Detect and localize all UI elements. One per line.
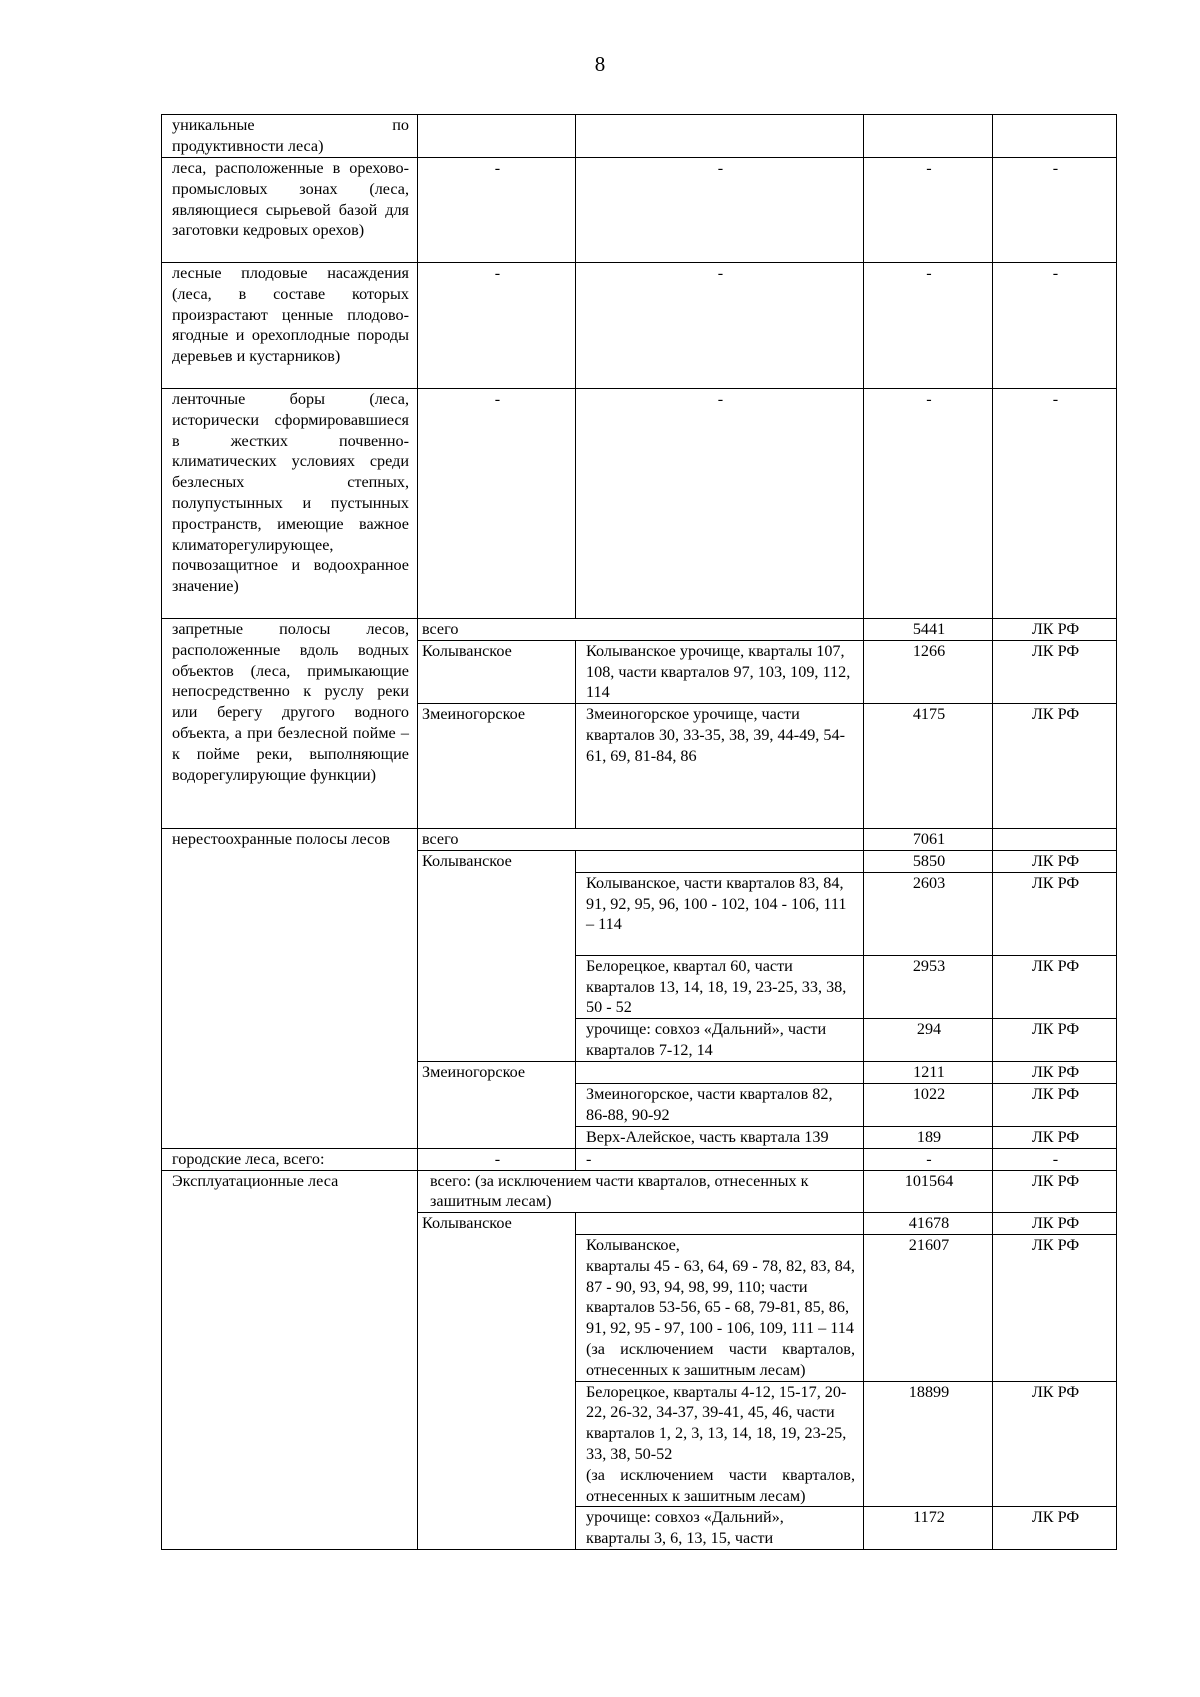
table-row <box>162 619 1117 641</box>
basis-cell: ЛК РФ <box>993 1019 1117 1062</box>
basis-cell: ЛК РФ <box>993 704 1117 829</box>
table-row <box>162 1148 1117 1170</box>
forestry-cell: Колыванское <box>418 640 576 703</box>
area-cell: 101564 <box>864 1170 993 1213</box>
dash-cell: - <box>864 389 993 619</box>
tract-cell: Белорецкое, кварталы 4-12, 15-17, 20-22, 26-32, 34-37, 39-41, 45, 46, части кварталов 1, 2, 3, 13, 14, 18, 19, 23-25, 33, 38, 50-52 (за исключением части кварталов, отнесенных к зашитным лесам) <box>576 1381 864 1507</box>
area-cell: 1022 <box>864 1083 993 1126</box>
dash-cell: - <box>993 1148 1117 1170</box>
basis-cell: ЛК РФ <box>993 872 1117 955</box>
protective-forests-table <box>161 114 1117 1550</box>
tract-cell: урочище: совхоз «Дальний», части кварталов 7-12, 14 <box>576 1019 864 1062</box>
forestry-cell: Колыванское <box>418 850 576 1061</box>
basis-cell: ЛК РФ <box>993 1381 1117 1507</box>
forestry-cell: Колыванское <box>418 1213 576 1550</box>
area-cell: 21607 <box>864 1234 993 1381</box>
dash-cell: - <box>418 263 576 389</box>
basis-cell: ЛК РФ <box>993 955 1117 1018</box>
table-row <box>162 115 1117 158</box>
dash-cell: - <box>993 158 1117 263</box>
area-cell: 294 <box>864 1019 993 1062</box>
tract-cell: Змеиногорское урочище, части кварталов 30, 33-35, 38, 39, 44-49, 54-61, 69, 81-84, 86 <box>576 704 864 829</box>
basis-cell: ЛК РФ <box>993 640 1117 703</box>
tract-cell: Белорецкое, квартал 60, части кварталов 13, 14, 18, 19, 23-25, 33, 38, 50 - 52 <box>576 955 864 1018</box>
table-row <box>162 389 1117 619</box>
tract-cell: Змеиногорское, части кварталов 82, 86-88, 90-92 <box>576 1083 864 1126</box>
area-cell: 1211 <box>864 1062 993 1084</box>
forest-category-cell: ленточные боры (леса, исторически сформировавшиеся в жестких почвенно-климатических условиях среди безлесных степных, полупустынных и пустынных пространств, имеющие важное климаторегулирующее, почвозащитное и водоохранное значение) <box>162 389 418 619</box>
area-cell: 189 <box>864 1126 993 1148</box>
area-cell: 2603 <box>864 872 993 955</box>
table-row <box>162 158 1117 263</box>
forest-category-cell: запретные полосы лесов, расположенные вдоль водных объектов (леса, примыкающие непосредственно к руслу реки или берегу другого водного объекта, а при безлесной пойме – к пойме реки, выполняющие водорегулирующие функции) <box>162 619 418 829</box>
total-label: всего <box>418 829 864 851</box>
tract-cell: Верх-Алейское, часть квартала 139 <box>576 1126 864 1148</box>
dash-cell: - <box>993 263 1117 389</box>
tract-cell: Колыванское, части кварталов 83, 84, 91, 92, 95, 96, 100 - 102, 104 - 106, 111 – 114 <box>576 872 864 955</box>
area-cell: 5850 <box>864 850 993 872</box>
basis-cell: ЛК РФ <box>993 619 1117 641</box>
tract-cell: Колыванское, кварталы 45 - 63, 64, 69 - 78, 82, 83, 84, 87 - 90, 93, 94, 98, 99, 110; части кварталов 53-56, 65 - 68, 79-81, 85, 86, 91, 92, 95 - 97, 100 - 106, 109, 111 – 114 (за исключением части кварталов, отнесенных к зашитным лесам) <box>576 1234 864 1381</box>
area-cell: 1266 <box>864 640 993 703</box>
dash-cell: - <box>864 263 993 389</box>
total-label: всего: (за исключением части кварталов, отнесенных к зашитным лесам) <box>418 1170 864 1213</box>
dash-cell: - <box>576 389 864 619</box>
page-number: 8 <box>594 52 606 76</box>
forest-category-cell: нерестоохранные полосы лесов <box>162 829 418 1149</box>
dash-cell: - <box>864 158 993 263</box>
dash-cell: - <box>576 263 864 389</box>
dash-cell: - <box>418 389 576 619</box>
dash-cell: - <box>864 1148 993 1170</box>
dash-cell: - <box>418 1148 576 1170</box>
table-row <box>162 263 1117 389</box>
basis-cell: ЛК РФ <box>993 1062 1117 1084</box>
table-row <box>162 1170 1117 1213</box>
forest-category-cell: уникальные по продуктивности леса) <box>162 115 418 158</box>
total-label: всего <box>418 619 864 641</box>
dash-cell: - <box>418 158 576 263</box>
basis-cell: ЛК РФ <box>993 1213 1117 1235</box>
dash-cell: - <box>993 389 1117 619</box>
basis-cell: ЛК РФ <box>993 1126 1117 1148</box>
table-row <box>162 829 1117 851</box>
area-cell: 7061 <box>864 829 993 851</box>
area-cell: 18899 <box>864 1381 993 1507</box>
area-cell: 5441 <box>864 619 993 641</box>
forest-category-cell: лесные плодовые насаждения (леса, в составе которых произрастают ценные плодово-ягодные и орехоплодные породы деревьев и кустарников) <box>162 263 418 389</box>
dash-cell: - <box>576 1148 864 1170</box>
forest-category-cell: городские леса, всего: <box>162 1148 418 1170</box>
forest-category-cell: леса, расположенные в орехово-промысловых зонах (леса, являющиеся сырьевой базой для заготовки кедровых орехов) <box>162 158 418 263</box>
area-cell: 2953 <box>864 955 993 1018</box>
basis-cell: ЛК РФ <box>993 1234 1117 1381</box>
dash-cell: - <box>576 158 864 263</box>
tract-cell: Колыванское урочище, кварталы 107, 108, части кварталов 97, 103, 109, 112, 114 <box>576 640 864 703</box>
area-cell: 41678 <box>864 1213 993 1235</box>
tract-cell: урочище: совхоз «Дальний», кварталы 3, 6, 13, 15, части <box>576 1507 864 1550</box>
basis-cell: ЛК РФ <box>993 1507 1117 1550</box>
forestry-cell: Змеиногорское <box>418 704 576 829</box>
area-cell: 1172 <box>864 1507 993 1550</box>
area-cell: 4175 <box>864 704 993 829</box>
basis-cell: ЛК РФ <box>993 850 1117 872</box>
forestry-cell: Змеиногорское <box>418 1062 576 1149</box>
forest-category-cell: Эксплуатационные леса <box>162 1170 418 1549</box>
basis-cell: ЛК РФ <box>993 1083 1117 1126</box>
basis-cell: ЛК РФ <box>993 1170 1117 1213</box>
